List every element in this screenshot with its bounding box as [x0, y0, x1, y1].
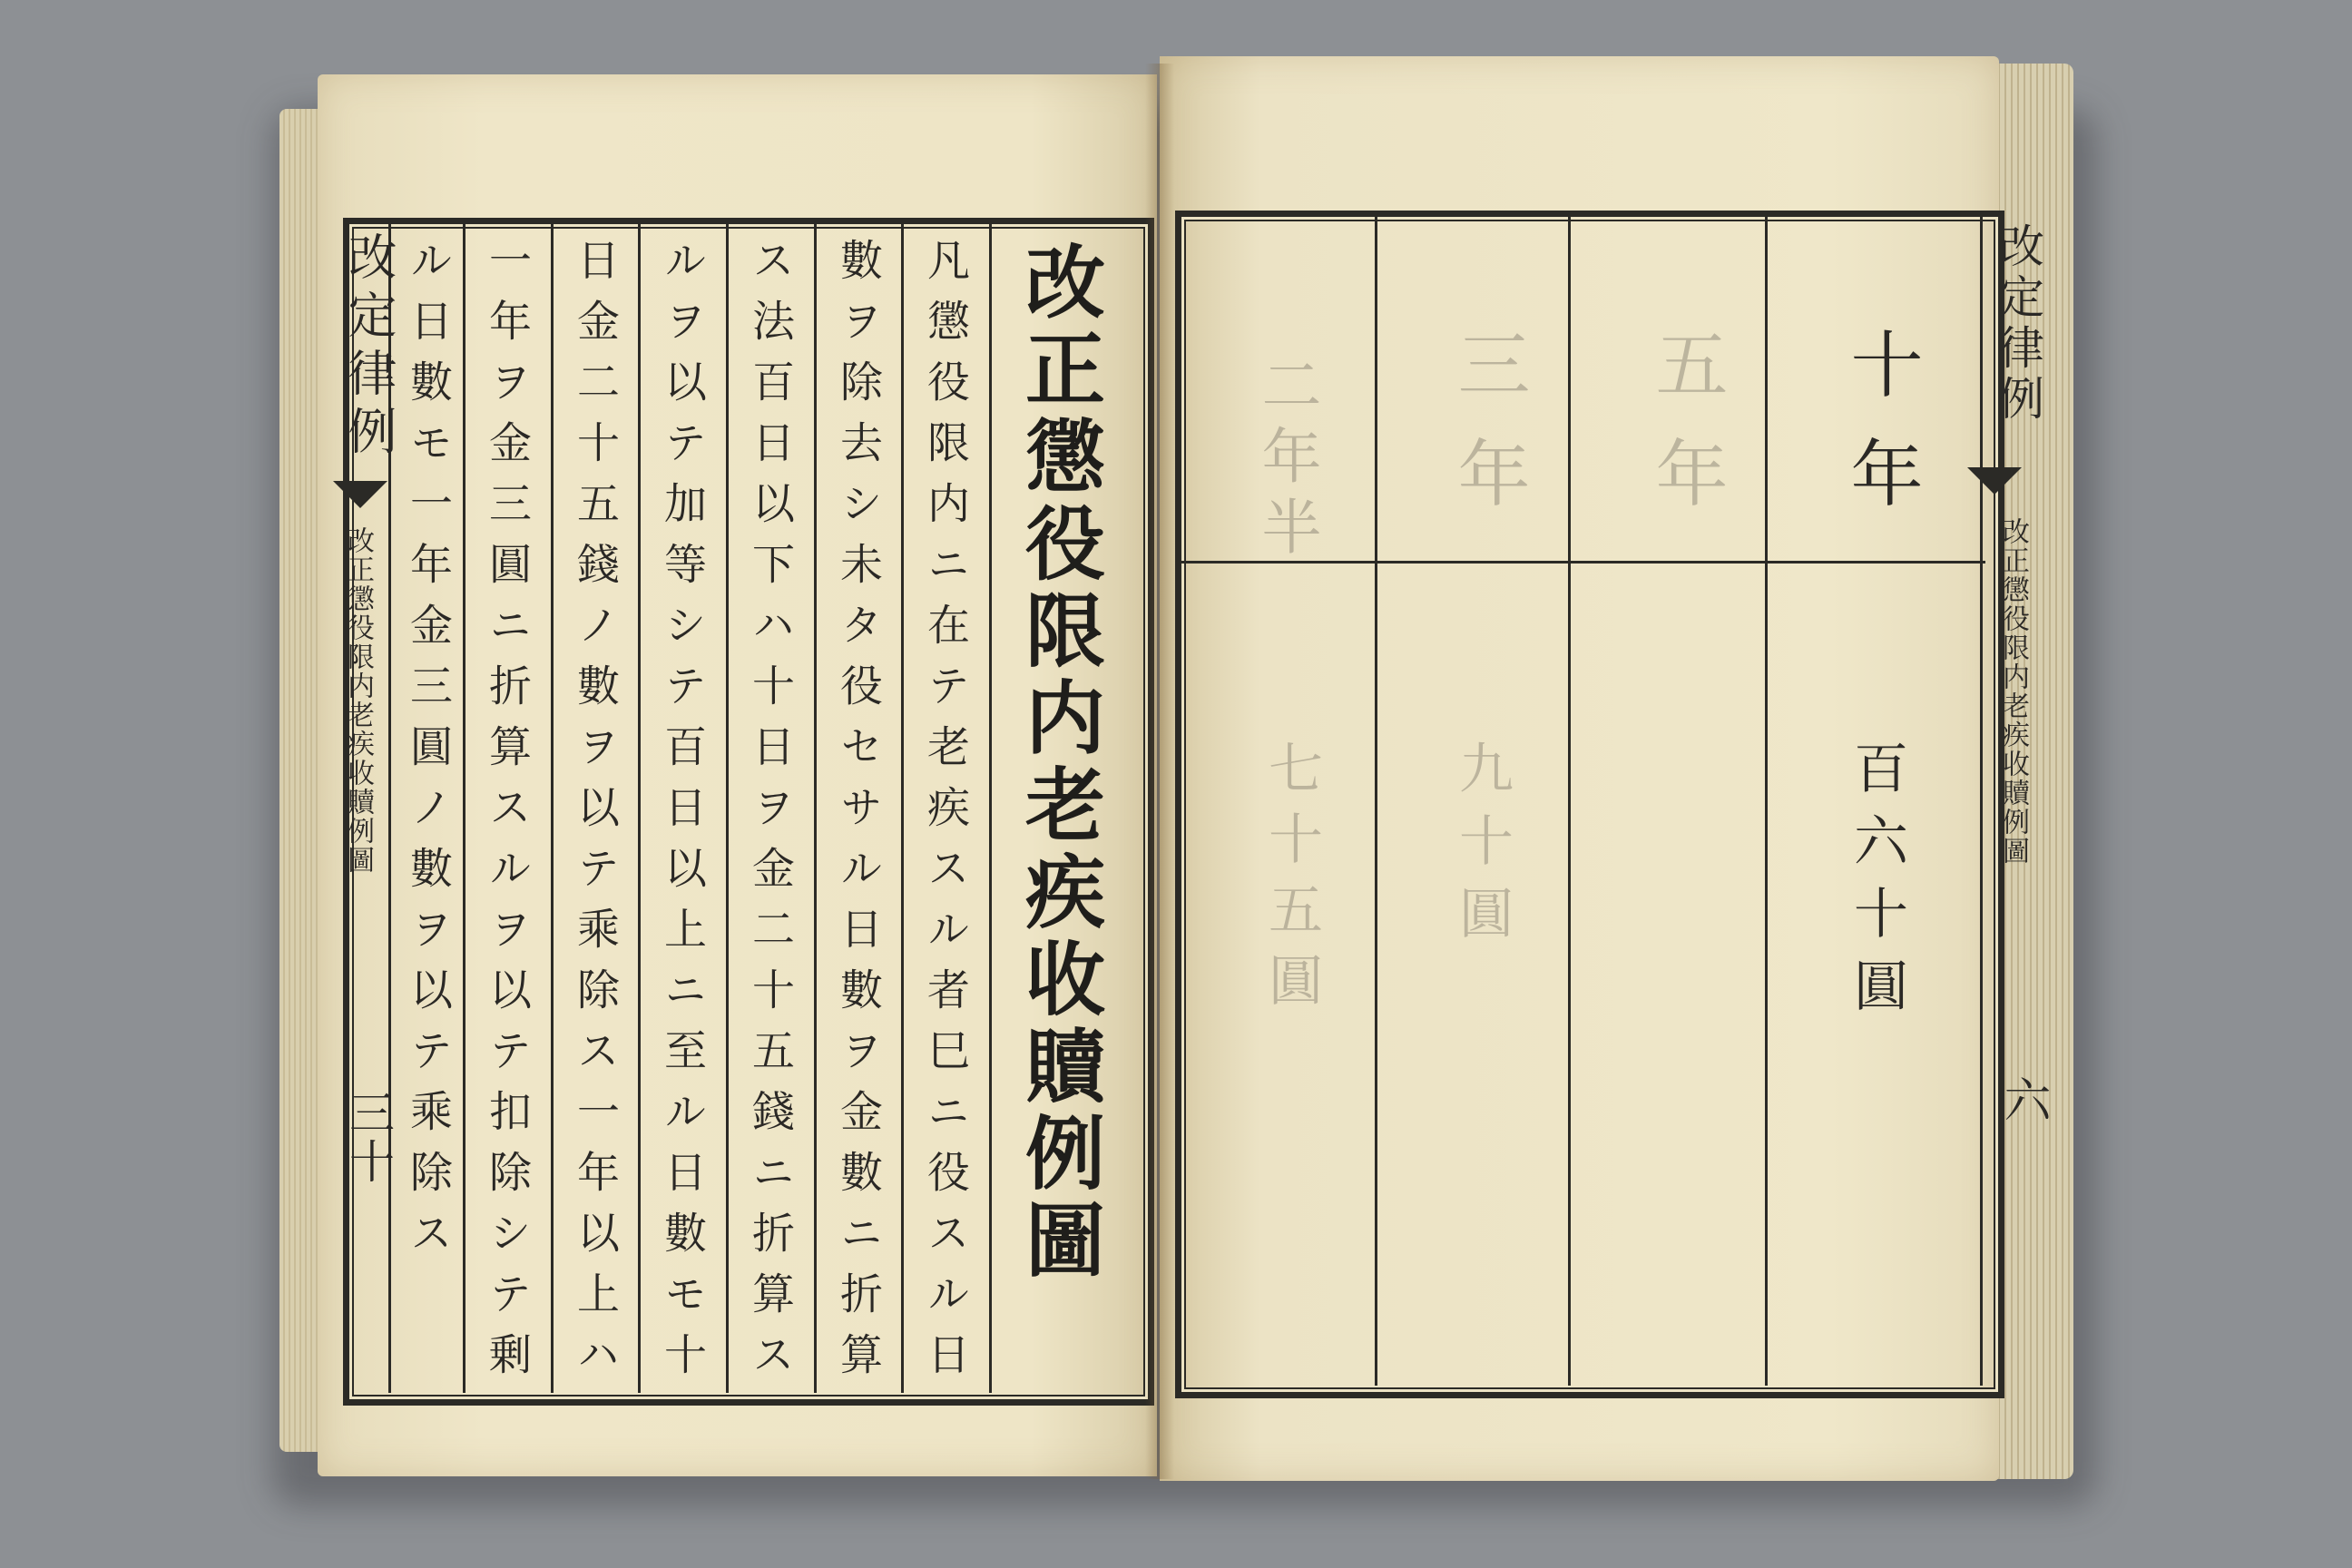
left-margin-subtitle: 改正懲役限内老疾收贖例圖 — [342, 526, 374, 875]
column-rule — [989, 224, 992, 1393]
fishtail-mark — [1967, 467, 2022, 495]
column-rule — [726, 224, 729, 1393]
amount-cell-4: 七十五圓 — [1259, 740, 1323, 1023]
fishtail-mark — [333, 481, 387, 508]
text-column-5: 日金二十五錢ノ數ヲ以テ乘除ス一年以上ハ — [570, 238, 620, 1393]
left-page-number: 三十 — [342, 1089, 395, 1187]
right-margin-subtitle: 改正懲役限内老疾收贖例圖 — [1997, 517, 2029, 866]
text-column-6: 一年ヲ金三圓ニ折算スルヲ以テ扣除シテ剰 — [482, 238, 532, 1393]
text-column-3: ス法百日以下ハ十日ヲ金二十五錢ニ折算ス — [745, 238, 795, 1393]
amount-cell-3: 九十圓 — [1450, 740, 1514, 957]
term-cell-2: 五年 — [1643, 327, 1728, 544]
right-margin-title: 改定律例 — [1992, 222, 2044, 426]
text-column-1: 凡懲役限内ニ在テ老疾スル者巳ニ役スル日 — [920, 238, 970, 1393]
column-rule — [638, 224, 641, 1393]
text-column-2: 數ヲ除去シ未タ役セサル日數ヲ金數ニ折算 — [833, 238, 883, 1393]
table-column-rule — [1568, 217, 1571, 1386]
term-cell-3: 三年 — [1446, 327, 1530, 544]
right-page-number: 六 — [1995, 1075, 2050, 1139]
column-rule — [814, 224, 817, 1393]
text-column-7: ル日數モ一年金三圓ノ數ヲ以テ乘除ス — [403, 238, 453, 1271]
page-title: 改正懲役限内老疾收贖例圖 — [1013, 240, 1107, 1286]
column-rule — [901, 224, 904, 1393]
column-rule — [551, 224, 554, 1393]
left-margin-title: 改定律例 — [340, 231, 397, 464]
amount-cell-1: 百六十圓 — [1845, 740, 1908, 1030]
column-rule — [463, 224, 466, 1393]
table-column-rule — [1980, 217, 1983, 1386]
term-cell-4: 二年半 — [1251, 354, 1321, 566]
table-column-rule — [1375, 217, 1377, 1386]
table-column-rule — [1765, 217, 1768, 1386]
text-column-4: ルヲ以テ加等シテ百日以上ニ至ル日數モ十 — [657, 238, 707, 1393]
book-gutter — [1145, 64, 1174, 1479]
term-cell-1: 十年 — [1838, 327, 1923, 544]
